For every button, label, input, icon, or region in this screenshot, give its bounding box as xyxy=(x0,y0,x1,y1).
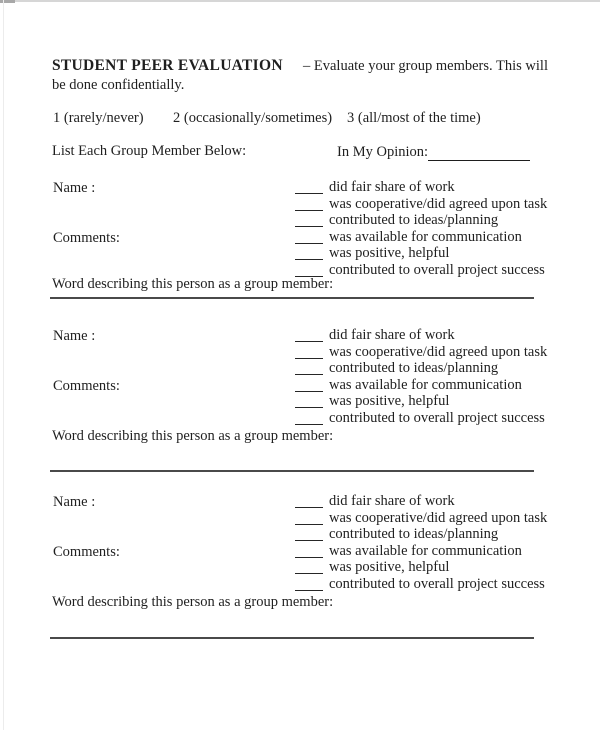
score-blank-line xyxy=(295,329,323,342)
score-blank-line xyxy=(295,561,323,574)
intro-text-line2: be done confidentially. xyxy=(52,77,185,93)
score-blank-line xyxy=(295,198,323,211)
criteria-label: was available for communication xyxy=(329,542,522,559)
score-blank-line xyxy=(295,395,323,408)
score-blank-line xyxy=(295,512,323,525)
criteria-row xyxy=(295,510,547,527)
score-blank-line xyxy=(295,412,323,425)
criteria-row xyxy=(295,327,547,344)
criteria-row xyxy=(295,559,547,576)
criteria-row xyxy=(295,393,547,410)
opinion-field xyxy=(337,143,530,161)
intro-text-line1: – Evaluate your group members. This will xyxy=(303,58,548,74)
criteria-row xyxy=(295,360,547,377)
criteria-label: was available for communication xyxy=(329,228,522,245)
word-describing-label: Word describing this person as a group member: xyxy=(52,428,334,444)
word-describing-label: Word describing this person as a group member: xyxy=(52,276,334,292)
criteria-label: was positive, helpful xyxy=(329,559,450,576)
criteria-label: contributed to overall project success xyxy=(329,261,545,278)
criteria-row xyxy=(295,344,547,361)
criteria-list xyxy=(295,179,547,279)
header-line xyxy=(0,57,600,77)
rating-option-2: 2 (occasionally/sometimes) xyxy=(173,110,333,126)
criteria-label: was available for communication xyxy=(329,376,522,393)
criteria-row xyxy=(295,493,547,510)
score-blank-line xyxy=(295,528,323,541)
rating-option-3: 3 (all/most of the time) xyxy=(347,110,481,126)
score-blank-line xyxy=(295,247,323,260)
list-header-label: List Each Group Member Below: xyxy=(52,143,247,159)
score-blank-line xyxy=(295,346,323,359)
criteria-label: did fair share of work xyxy=(329,493,455,509)
score-blank-line xyxy=(295,181,323,194)
rating-option-1: 1 (rarely/never) xyxy=(53,110,144,126)
criteria-label: contributed to ideas/planning xyxy=(329,526,499,543)
criteria-row xyxy=(295,179,547,196)
score-blank-line xyxy=(295,578,323,591)
score-blank-line xyxy=(295,545,323,558)
comments-label: Comments: xyxy=(53,230,120,246)
criteria-label: contributed to overall project success xyxy=(329,575,545,592)
criteria-label: was positive, helpful xyxy=(329,393,450,410)
criteria-label: contributed to ideas/planning xyxy=(329,212,499,229)
criteria-list xyxy=(295,327,547,427)
section-divider xyxy=(50,637,534,639)
score-blank-line xyxy=(295,495,323,508)
criteria-label: did fair share of work xyxy=(329,327,455,343)
opinion-label: In My Opinion: xyxy=(337,144,429,160)
score-blank-line xyxy=(295,362,323,375)
scan-edge-left xyxy=(3,0,4,730)
criteria-row xyxy=(295,576,547,593)
opinion-blank-line xyxy=(428,145,530,161)
criteria-row xyxy=(295,526,547,543)
form-title: STUDENT PEER EVALUATION xyxy=(52,57,283,74)
criteria-row xyxy=(295,245,547,262)
criteria-row xyxy=(295,410,547,427)
criteria-label: was cooperative/did agreed upon task xyxy=(329,343,548,360)
criteria-label: was cooperative/did agreed upon task xyxy=(329,509,548,526)
criteria-row xyxy=(295,229,547,246)
criteria-row xyxy=(295,196,547,213)
name-label: Name : xyxy=(53,180,96,196)
criteria-label: contributed to overall project success xyxy=(329,409,545,426)
word-describing-label: Word describing this person as a group member: xyxy=(52,594,334,610)
scan-edge-top xyxy=(0,0,600,2)
criteria-label: contributed to ideas/planning xyxy=(329,360,499,377)
criteria-row xyxy=(295,543,547,560)
score-blank-line xyxy=(295,231,323,244)
score-blank-line xyxy=(295,379,323,392)
criteria-label: was cooperative/did agreed upon task xyxy=(329,195,548,212)
name-label: Name : xyxy=(53,328,96,344)
criteria-label: did fair share of work xyxy=(329,179,455,195)
criteria-row xyxy=(295,212,547,229)
criteria-list xyxy=(295,493,547,593)
score-blank-line xyxy=(295,214,323,227)
comments-label: Comments: xyxy=(53,378,120,394)
criteria-label: was positive, helpful xyxy=(329,245,450,262)
criteria-row xyxy=(295,377,547,394)
comments-label: Comments: xyxy=(53,544,120,560)
name-label: Name : xyxy=(53,494,96,510)
section-divider xyxy=(50,297,534,299)
section-divider xyxy=(50,470,534,472)
